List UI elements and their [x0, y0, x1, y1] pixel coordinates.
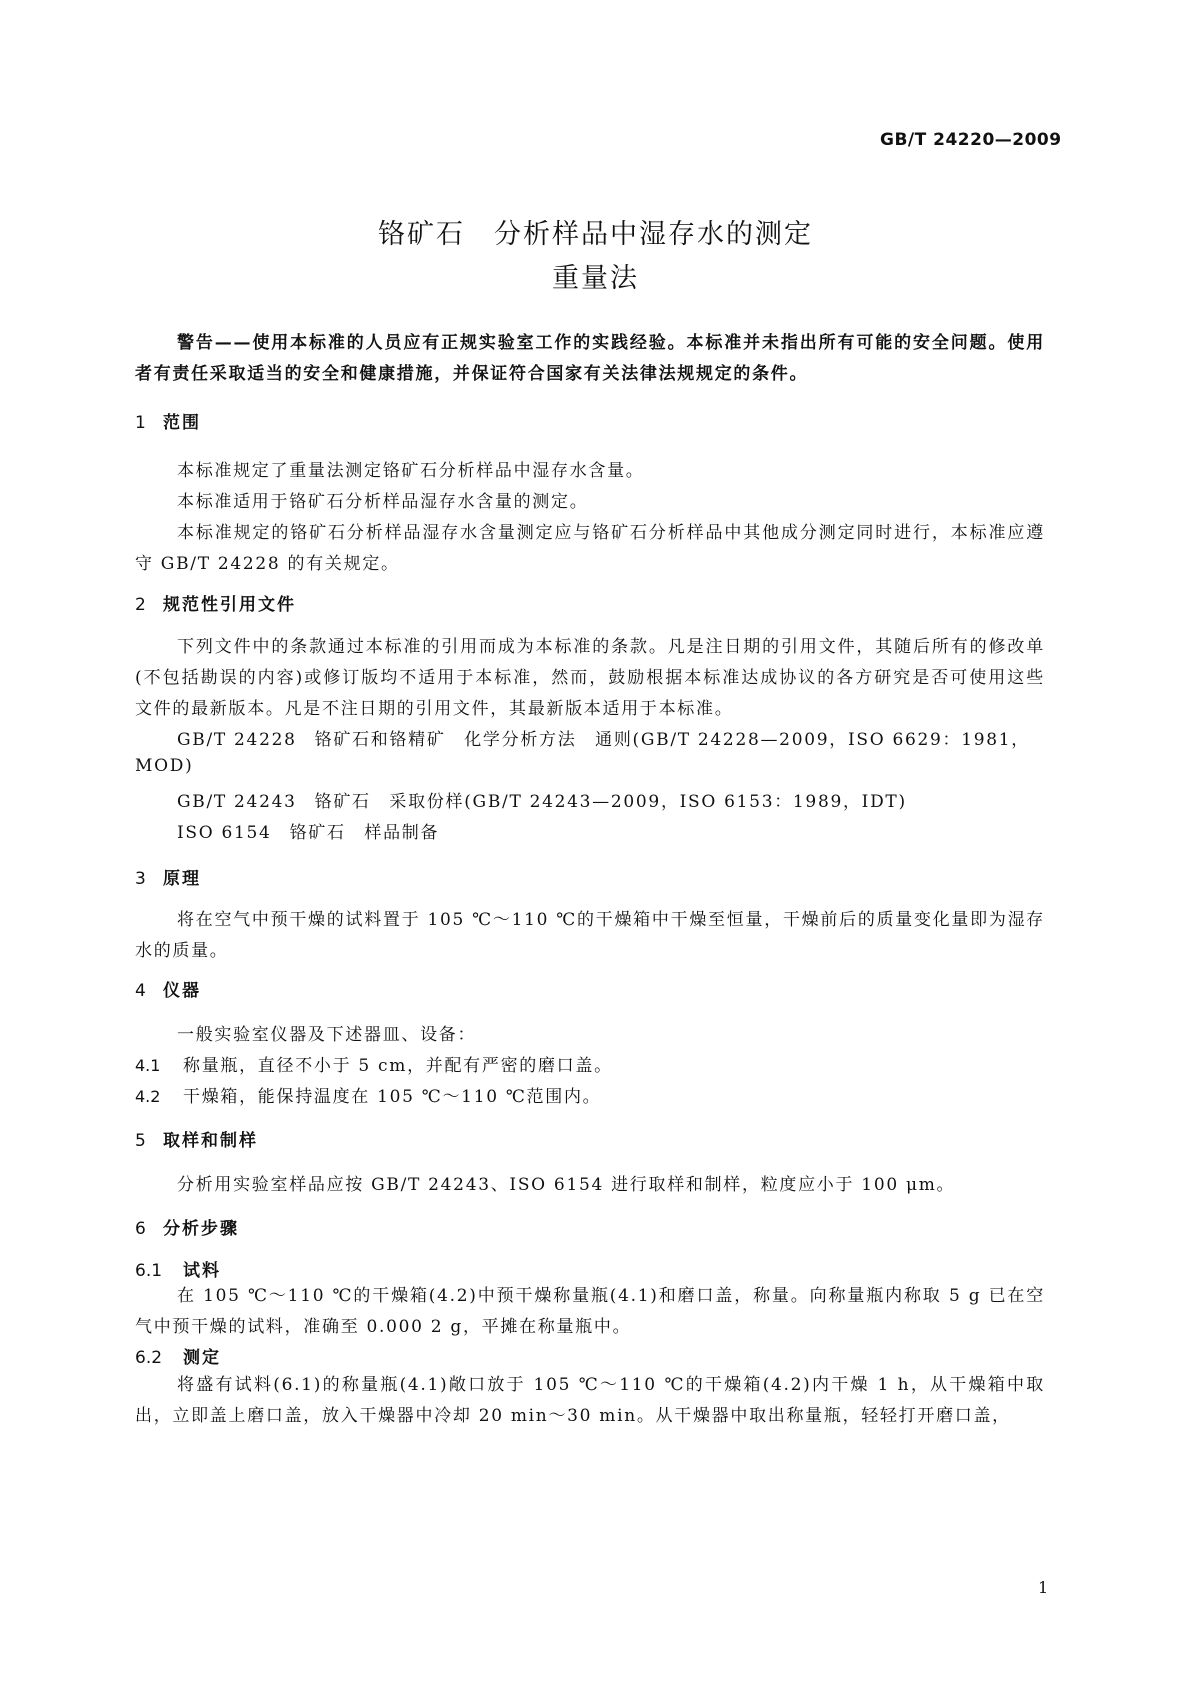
item-text: 干燥箱，能保持温度在 105 ℃～110 ℃范围内。: [183, 1087, 602, 1107]
item-text: 称量瓶，直径不小于 5 cm，并配有严密的磨口盖。: [183, 1056, 613, 1076]
paragraph: 本标准规定的铬矿石分析样品湿存水含量测定应与铬矿石分析样品中其他成分测定同时进行，本标准应遵守 GB/T 24228 的有关规定。: [135, 523, 1045, 574]
section-1-heading: [135, 408, 201, 433]
section-title: 分析步骤: [163, 1219, 239, 1239]
reference-title: 铬矿石和铬精矿 化学分析方法 通则(GB/T 24228—2009，ISO 6629：1981，: [314, 730, 1030, 750]
paragraph: 一般实验室仪器及下述器皿、设备：: [177, 1025, 477, 1045]
section-5-heading: [135, 1126, 258, 1151]
item-number: 4.1: [135, 1056, 161, 1075]
warning-paragraph: 警告——使用本标准的人员应有正规实验室工作的实践经验。本标准并未指出所有可能的安全问题。使用者有责任采取适当的安全和健康措施，并保证符合国家有关法律法规规定的条件。: [135, 333, 1045, 384]
section-6-heading: [135, 1214, 239, 1239]
reference-title: 铬矿石 样品制备: [289, 823, 440, 843]
paragraph: 将盛有试料(6.1)的称量瓶(4.1)敞口放于 105 ℃～110 ℃的干燥箱(4.2)内干燥 1 h，从干燥箱中取出，立即盖上磨口盖，放入干燥器中冷却 20 min～30 min。从干燥器中取出称量瓶，轻轻打开磨口盖，: [135, 1375, 1045, 1426]
paragraph: 下列文件中的条款通过本标准的引用而成为本标准的条款。凡是注日期的引用文件，其随后所有的修改单(不包括勘误的内容)或修订版均不适用于本标准，然而，鼓励根据本标准达成协议的各方研究是否可使用这些文件的最新版本。凡是不注日期的引用文件，其最新版本适用于本标准。: [135, 637, 1045, 719]
document-subtitle: 重量法: [552, 263, 639, 294]
subsection-number: 6.2: [135, 1348, 163, 1368]
reference-continuation: MOD): [135, 756, 194, 776]
section-title: 原理: [163, 869, 201, 889]
subsection-title: 测定: [183, 1348, 221, 1368]
reference-code: GB/T 24228: [177, 730, 297, 750]
paragraph: 本标准规定了重量法测定铬矿石分析样品中湿存水含量。: [177, 461, 645, 481]
list-item: [135, 1082, 601, 1107]
section-title: 仪器: [163, 981, 201, 1001]
section-number: 6: [135, 1219, 146, 1239]
subsection-title: 试料: [183, 1261, 221, 1281]
paragraph: 在 105 ℃～110 ℃的干燥箱(4.2)中预干燥称量瓶(4.1)和磨口盖，称量。向称量瓶内称取 5 g 已在空气中预干燥的试料，准确至 0.000 2 g，平摊在称量瓶中。: [135, 1286, 1045, 1337]
section-number: 1: [135, 413, 146, 433]
section-number: 2: [135, 595, 146, 615]
section-2-heading: [135, 590, 296, 615]
reference-item: [177, 725, 1030, 750]
reference-item: [177, 787, 907, 812]
list-item: [135, 1051, 613, 1076]
reference-code: GB/T 24243: [177, 792, 297, 812]
section-title: 规范性引用文件: [163, 595, 296, 615]
section-number: 4: [135, 981, 146, 1001]
section-3-heading: [135, 864, 201, 889]
subsection-6-1-heading: [135, 1256, 221, 1281]
section-title: 取样和制样: [163, 1131, 258, 1151]
item-number: 4.2: [135, 1087, 161, 1106]
section-number: 5: [135, 1131, 146, 1151]
subsection-number: 6.1: [135, 1261, 163, 1281]
paragraph: 分析用实验室样品应按 GB/T 24243、ISO 6154 进行取样和制样，粒度应小于 100 μm。: [177, 1175, 956, 1195]
paragraph: 本标准适用于铬矿石分析样品湿存水含量的测定。: [177, 492, 589, 512]
section-number: 3: [135, 869, 146, 889]
reference-code: ISO 6154: [177, 823, 272, 843]
reference-item: [177, 818, 439, 843]
section-4-heading: [135, 976, 201, 1001]
standard-code: GB/T 24220—2009: [880, 130, 1062, 150]
subsection-6-2-heading: [135, 1343, 221, 1368]
section-title: 范围: [163, 413, 201, 433]
document-title: 铬矿石 分析样品中湿存水的测定: [378, 219, 813, 250]
paragraph: 将在空气中预干燥的试料置于 105 ℃～110 ℃的干燥箱中干燥至恒量，干燥前后的质量变化量即为湿存水的质量。: [135, 910, 1045, 961]
reference-title: 铬矿石 采取份样(GB/T 24243—2009，ISO 6153：1989，IDT): [314, 792, 907, 812]
page-number: 1: [1038, 1578, 1049, 1597]
